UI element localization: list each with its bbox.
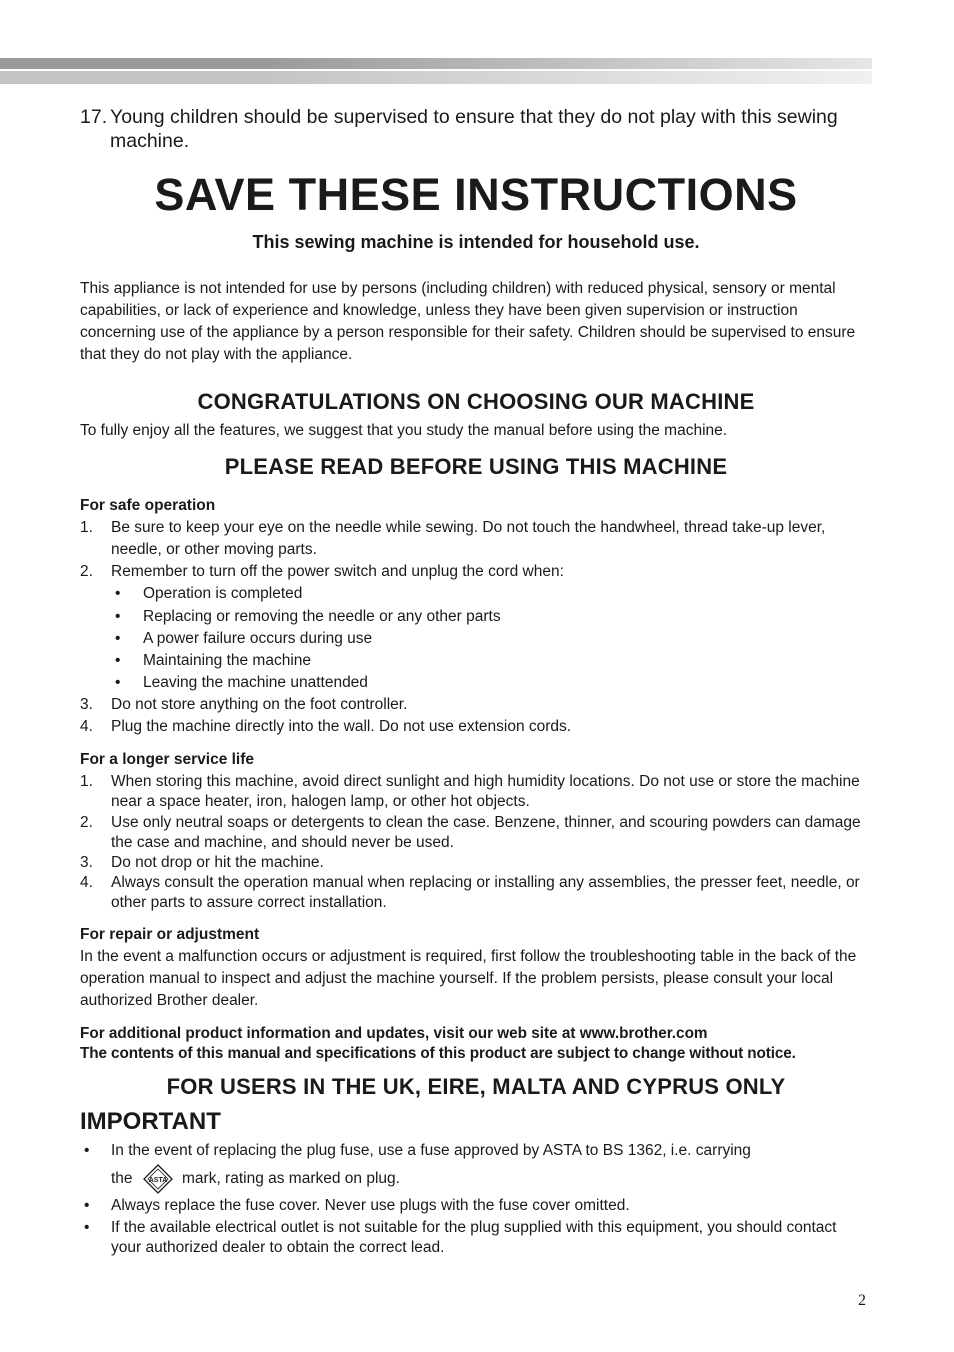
item-17-number: 17. <box>80 106 108 128</box>
list-item-text: Use only neutral soaps or detergents to clean the case. Benzene, thinner, and scouring powders can damage the case and machine, and should never be used. <box>111 814 861 851</box>
list-item-text: Plug the machine directly into the wall. Do not use extension cords. <box>111 718 572 735</box>
change-notice: The contents of this manual and specifications of this product are subject to change without notice. <box>80 1045 796 1062</box>
list-item-text: Be sure to keep your eye on the needle while sewing. Do not touch the handwheel, thread take-up lever, needle, or other moving parts. <box>111 519 826 558</box>
list-item-number: 2. <box>80 814 93 831</box>
bullet-dot: • <box>84 1219 90 1236</box>
asta-logo-text: ASTA <box>148 1177 168 1184</box>
bullet-text-the: the <box>111 1170 133 1187</box>
bullet-dot: • <box>115 652 121 669</box>
list-item-number: 2. <box>80 563 93 580</box>
appliance-paragraph: This appliance is not intended for use by persons (including children) with reduced physical, sensory or mental capabilities, or lack of experience and knowledge, unless they have been given supervision or instruction concerning use of the appliance by a person responsible for their safety. Children should be supervised to ensure that they do not play with the appliance. <box>80 280 856 363</box>
please-read-heading: PLEASE READ BEFORE USING THIS MACHINE <box>224 454 728 479</box>
list-item <box>80 518 880 560</box>
list-item-number: 1. <box>80 773 93 790</box>
page-title: SAVE THESE INSTRUCTIONS <box>154 169 798 220</box>
repair-text: In the event a malfunction occurs or adjustment is required, first follow the troubleshooting table in the back of the operation manual to inspect and adjust the machine yourself. If the problem persists, please consult your local authorized Brother dealer. <box>80 948 857 1009</box>
bullet-text: In the event of replacing the plug fuse, use a fuse approved by ASTA to BS 1362, i.e. carrying <box>111 1142 751 1159</box>
safe-operation-heading: For safe operation <box>80 497 216 514</box>
repair-heading: For repair or adjustment <box>80 926 260 943</box>
bullet-dot: • <box>84 1142 90 1159</box>
longer-life-heading: For a longer service life <box>80 751 255 768</box>
list-item-text: Remember to turn off the power switch and unplug the cord when: <box>111 563 564 580</box>
list-item-number: 3. <box>80 696 93 713</box>
bullet-dot: • <box>115 630 121 647</box>
list-item-number: 3. <box>80 854 93 871</box>
bullet-dot: • <box>115 585 121 602</box>
page-number: 2 <box>858 1292 866 1309</box>
congrats-text: To fully enjoy all the features, we suggest that you study the manual before using the machine. <box>80 422 728 439</box>
asta-mark-icon <box>143 1164 173 1194</box>
bullet-text-mark: mark, rating as marked on plug. <box>182 1170 400 1187</box>
additional-info: For additional product information and updates, visit our web site at www.brother.com <box>80 1025 708 1042</box>
bullet-text: Maintaining the machine <box>143 652 312 669</box>
household-notice: This sewing machine is intended for household use. <box>252 232 700 252</box>
bullet-text: Replacing or removing the needle or any other parts <box>143 608 501 625</box>
bullet-dot: • <box>84 1197 90 1214</box>
bullet-text: If the available electrical outlet is not suitable for the plug supplied with this equipment, you should contact your authorized dealer to obtain the correct lead. <box>111 1219 837 1256</box>
list-item-text: Always consult the operation manual when replacing or installing any assemblies, the presser feet, needle, or other parts to assure correct installation. <box>111 874 860 911</box>
congrats-heading: CONGRATULATIONS ON CHOOSING OUR MACHINE <box>197 389 755 414</box>
list-item-number: 4. <box>80 874 93 891</box>
list-item-text: Do not store anything on the foot controller. <box>111 696 408 713</box>
list-item-text: Do not drop or hit the machine. <box>111 854 324 871</box>
list-item-text: When storing this machine, avoid direct sunlight and high humidity locations. Do not use or store the machine near a space heater, iron, halogen lamp, or other hot objects. <box>111 773 860 810</box>
item-17-text: Young children should be supervised to ensure that they do not play with this sewing machine. <box>110 106 838 152</box>
header-stripe-fade <box>0 58 872 84</box>
bullet-text: Operation is completed <box>143 585 303 602</box>
uk-heading: FOR USERS IN THE UK, EIRE, MALTA AND CYPRUS ONLY <box>166 1074 786 1099</box>
list-item-number: 1. <box>80 519 93 536</box>
bullet-item <box>84 1141 874 1193</box>
bullet-dot: • <box>115 608 121 625</box>
important-heading: IMPORTANT <box>80 1108 221 1135</box>
list-item-number: 4. <box>80 718 93 735</box>
bullet-text: Leaving the machine unattended <box>143 674 368 691</box>
bullet-text: A power failure occurs during use <box>143 630 373 647</box>
bullet-text: Always replace the fuse cover. Never use plugs with the fuse cover omitted. <box>111 1197 630 1214</box>
bullet-dot: • <box>115 674 121 691</box>
